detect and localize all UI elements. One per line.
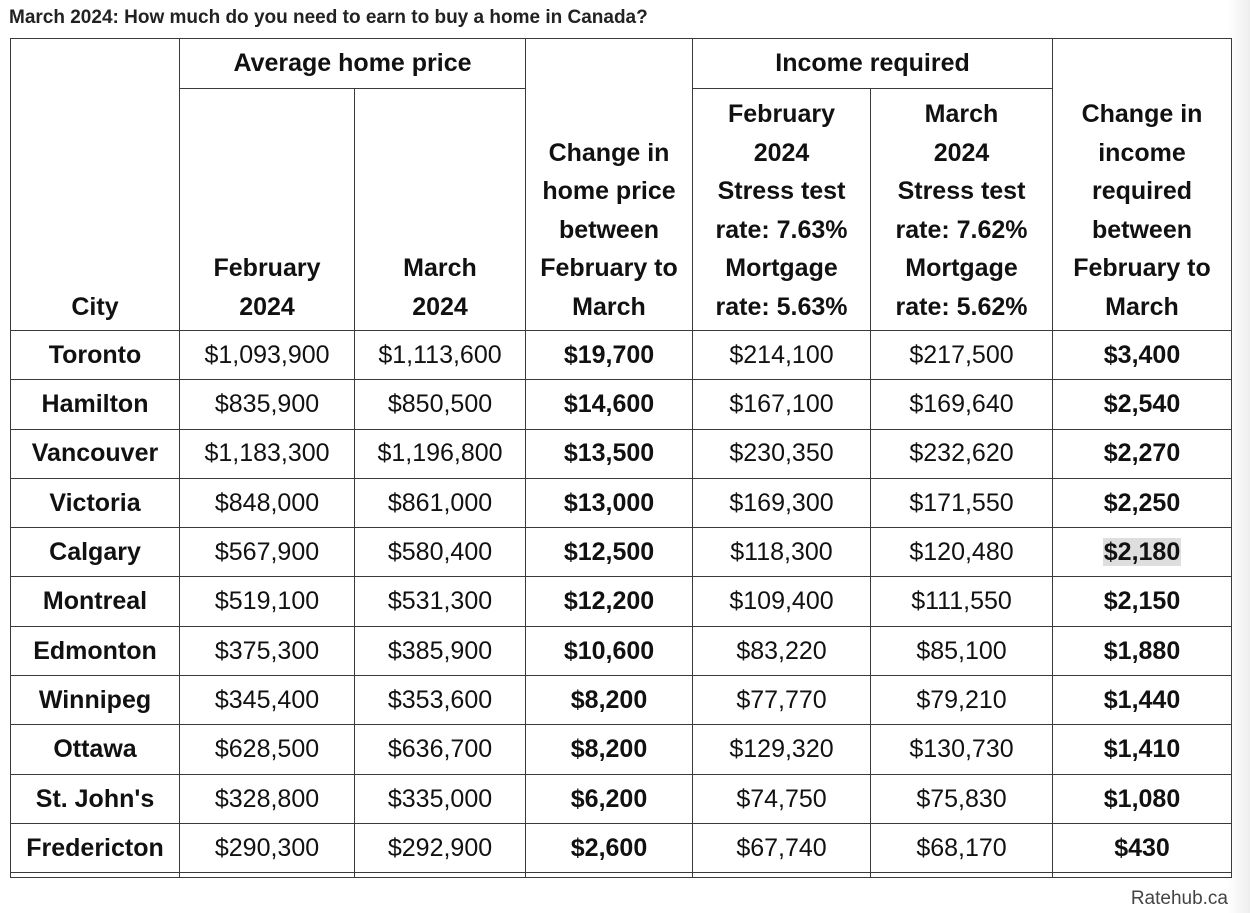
page-title: March 2024: How much do you need to earn to buy a home in Canada? xyxy=(9,7,648,28)
cell-mar-income: $217,500 xyxy=(871,331,1053,380)
table-row xyxy=(11,429,1232,478)
cell-feb-price: $328,800 xyxy=(180,774,355,823)
cell-feb-income: $74,750 xyxy=(693,774,871,823)
cell-city: Winnipeg xyxy=(11,676,180,725)
cell-change-income: $1,410 xyxy=(1053,725,1232,774)
cell-mar-price: $531,300 xyxy=(355,577,526,626)
header-feb-price-text: February 2024 xyxy=(213,254,321,321)
table-row xyxy=(11,774,1232,823)
cell-feb-income: $129,320 xyxy=(693,725,871,774)
table-body xyxy=(11,331,1232,878)
cell-change-income: $1,880 xyxy=(1053,626,1232,675)
cell-change-income: $2,250 xyxy=(1053,478,1232,527)
cell-mar-income: $111,550 xyxy=(871,577,1053,626)
cell-change-price: $12,500 xyxy=(526,528,693,577)
header-feb-income-line2: Stress test rate: 7.63% xyxy=(715,177,848,244)
cell-change-income: $3,400 xyxy=(1053,331,1232,380)
cell-change-price: $14,600 xyxy=(526,380,693,429)
cell-feb-price: $290,300 xyxy=(180,823,355,872)
cutoff-cell xyxy=(526,873,693,878)
group-header-income-required: Income required xyxy=(693,39,1053,89)
table-row xyxy=(11,577,1232,626)
cell-feb-income: $118,300 xyxy=(693,528,871,577)
cutoff-cell xyxy=(11,873,180,878)
source-credit: Ratehub.ca xyxy=(1130,888,1228,909)
cell-mar-price: $861,000 xyxy=(355,478,526,527)
cell-city: Toronto xyxy=(11,331,180,380)
cutoff-cell xyxy=(693,873,871,878)
cell-feb-price: $1,183,300 xyxy=(180,429,355,478)
cell-mar-income: $232,620 xyxy=(871,429,1053,478)
table-row xyxy=(11,380,1232,429)
cell-change-price: $2,600 xyxy=(526,823,693,872)
cutoff-cell xyxy=(1053,873,1232,878)
cell-mar-price: $353,600 xyxy=(355,676,526,725)
cell-change-price: $8,200 xyxy=(526,676,693,725)
cutoff-cell xyxy=(355,873,526,878)
table-row-cutoff xyxy=(11,873,1232,878)
income-required-table xyxy=(10,38,1232,878)
cell-mar-income: $130,730 xyxy=(871,725,1053,774)
cell-city: Edmonton xyxy=(11,626,180,675)
cell-change-income: $1,080 xyxy=(1053,774,1232,823)
cell-feb-price: $567,900 xyxy=(180,528,355,577)
header-change-home-price-text: Change in home price between February to March xyxy=(540,138,678,321)
cutoff-cell xyxy=(871,873,1053,878)
table-row xyxy=(11,676,1232,725)
cell-change-price: $19,700 xyxy=(526,331,693,380)
cell-mar-income: $75,830 xyxy=(871,774,1053,823)
cell-feb-price: $835,900 xyxy=(180,380,355,429)
cell-change-price: $6,200 xyxy=(526,774,693,823)
cell-change-income xyxy=(1053,528,1232,577)
header-mar-price xyxy=(355,89,526,331)
header-change-income xyxy=(1053,39,1232,331)
cell-change-income: $2,270 xyxy=(1053,429,1232,478)
header-feb-income xyxy=(693,89,871,331)
cutoff-cell xyxy=(180,873,355,878)
cell-city: Montreal xyxy=(11,577,180,626)
cell-change-price: $8,200 xyxy=(526,725,693,774)
cell-city: Vancouver xyxy=(11,429,180,478)
cell-change-income: $2,150 xyxy=(1053,577,1232,626)
cell-mar-price: $292,900 xyxy=(355,823,526,872)
cell-change-price: $13,500 xyxy=(526,429,693,478)
cell-mar-price: $580,400 xyxy=(355,528,526,577)
header-mar-price-text: March 2024 xyxy=(403,254,477,321)
table-row xyxy=(11,478,1232,527)
cell-mar-price: $636,700 xyxy=(355,725,526,774)
cell-mar-income: $120,480 xyxy=(871,528,1053,577)
header-change-income-text: Change in income required between February to March xyxy=(1073,100,1211,321)
header-mar-income xyxy=(871,89,1053,331)
header-mar-income-line2: Stress test rate: 7.62% xyxy=(895,177,1028,244)
cell-feb-price: $519,100 xyxy=(180,577,355,626)
cell-city: Hamilton xyxy=(11,380,180,429)
cell-feb-price: $375,300 xyxy=(180,626,355,675)
cell-change-income: $2,540 xyxy=(1053,380,1232,429)
cell-mar-price: $1,113,600 xyxy=(355,331,526,380)
header-feb-income-line3: Mortgage rate: 5.63% xyxy=(715,254,848,321)
cell-change-price: $13,000 xyxy=(526,478,693,527)
cell-feb-price: $848,000 xyxy=(180,478,355,527)
cell-feb-income: $77,770 xyxy=(693,676,871,725)
cell-mar-price: $385,900 xyxy=(355,626,526,675)
table-row xyxy=(11,528,1232,577)
header-feb-income-line1: February 2024 xyxy=(728,100,835,167)
header-mar-income-line3: Mortgage rate: 5.62% xyxy=(895,254,1028,321)
header-mar-income-line1: March 2024 xyxy=(924,100,999,167)
cell-feb-price: $1,093,900 xyxy=(180,331,355,380)
cell-feb-price: $628,500 xyxy=(180,725,355,774)
table-row xyxy=(11,626,1232,675)
cell-feb-income: $214,100 xyxy=(693,331,871,380)
cell-mar-income: $85,100 xyxy=(871,626,1053,675)
cell-change-income: $430 xyxy=(1053,823,1232,872)
cell-mar-price: $335,000 xyxy=(355,774,526,823)
cell-feb-income: $67,740 xyxy=(693,823,871,872)
cell-change-income: $1,440 xyxy=(1053,676,1232,725)
table-row xyxy=(11,823,1232,872)
cell-city: Fredericton xyxy=(11,823,180,872)
cell-change-price: $10,600 xyxy=(526,626,693,675)
cell-feb-income: $109,400 xyxy=(693,577,871,626)
table-row xyxy=(11,331,1232,380)
cell-mar-income: $171,550 xyxy=(871,478,1053,527)
cell-change-price: $12,200 xyxy=(526,577,693,626)
header-city: City xyxy=(11,39,180,331)
cell-mar-price: $1,196,800 xyxy=(355,429,526,478)
header-feb-price xyxy=(180,89,355,331)
cell-city: Victoria xyxy=(11,478,180,527)
cell-mar-income: $169,640 xyxy=(871,380,1053,429)
cell-feb-income: $167,100 xyxy=(693,380,871,429)
cell-city: Calgary xyxy=(11,528,180,577)
cell-feb-price: $345,400 xyxy=(180,676,355,725)
cell-city: Ottawa xyxy=(11,725,180,774)
cell-city: St. John's xyxy=(11,774,180,823)
highlighted-value: $2,180 xyxy=(1103,538,1181,567)
cell-feb-income: $83,220 xyxy=(693,626,871,675)
cell-mar-price: $850,500 xyxy=(355,380,526,429)
cell-mar-income: $79,210 xyxy=(871,676,1053,725)
cell-mar-income: $68,170 xyxy=(871,823,1053,872)
table-row xyxy=(11,725,1232,774)
header-change-home-price xyxy=(526,39,693,331)
group-header-average-home-price: Average home price xyxy=(180,39,526,89)
cell-feb-income: $169,300 xyxy=(693,478,871,527)
cell-feb-income: $230,350 xyxy=(693,429,871,478)
